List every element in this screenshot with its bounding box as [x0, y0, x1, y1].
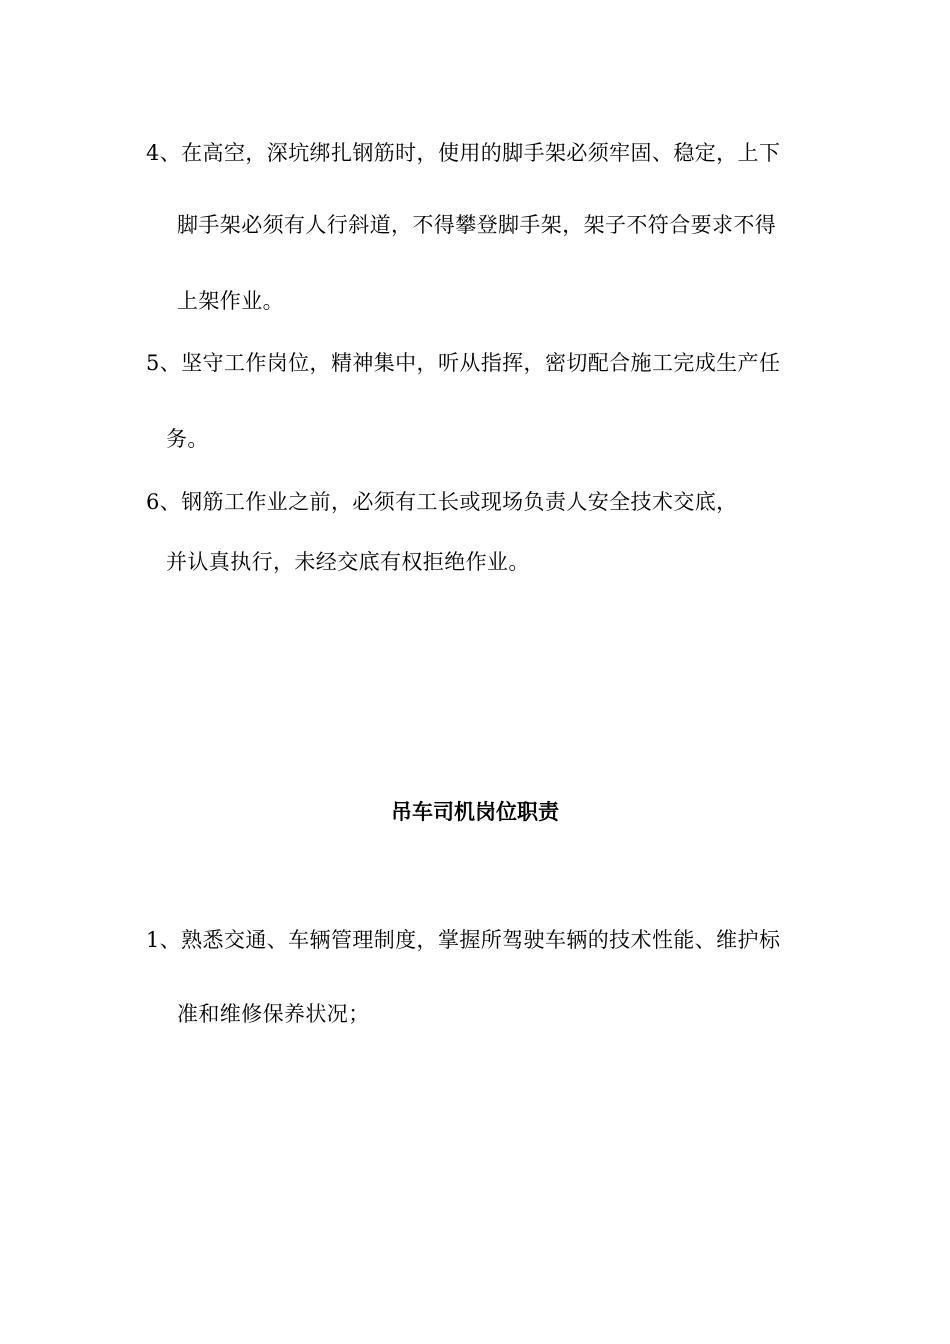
item-6-line-1: 6、钢筋工作业之前，必须有工长或现场负责人安全技术交底， [146, 490, 738, 514]
item-1-line-2: 准和维修保养状况； [177, 1002, 370, 1026]
item-6-line-2: 并认真执行，未经交底有权拒绝作业。 [166, 550, 530, 574]
item-4-line-2: 脚手架必须有人行斜道，不得攀登脚手架，架子不符合要求不得 [177, 213, 777, 237]
item-5-line-2: 务。 [166, 427, 209, 451]
item-1-line-1: 1、熟悉交通、车辆管理制度，掌握所驾驶车辆的技术性能、维护标 [146, 928, 781, 952]
item-4-line-3: 上架作业。 [177, 289, 284, 313]
item-4-line-1: 4、在高空，深坑绑扎钢筋时，使用的脚手架必须牢固、稳定，上下 [146, 141, 781, 165]
item-5-line-1: 5、坚守工作岗位，精神集中，听从指挥，密切配合施工完成生产任 [146, 351, 781, 375]
section-title: 吊车司机岗位职责 [391, 800, 559, 824]
